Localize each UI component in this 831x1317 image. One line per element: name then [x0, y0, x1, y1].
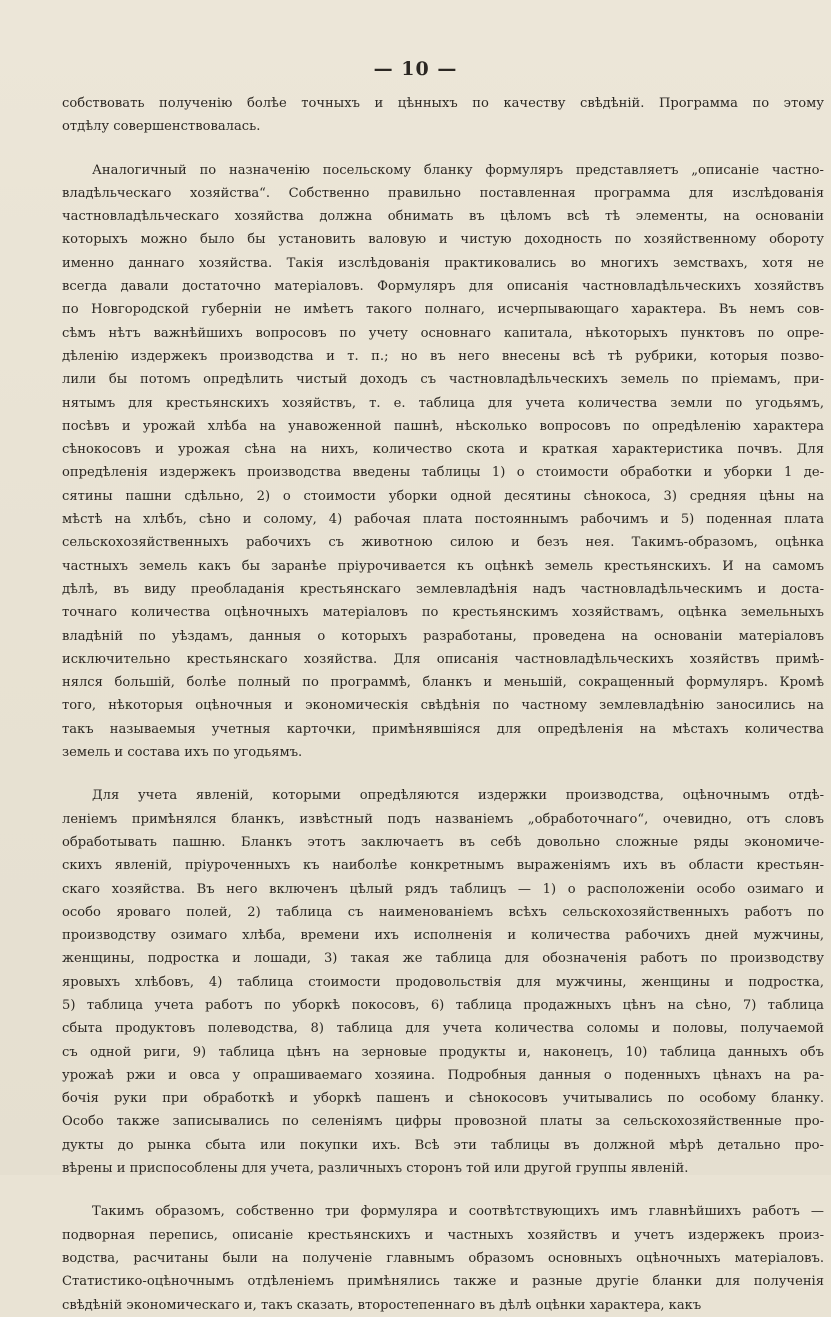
text-line: именно даннаго хозяйства. Такія изслѣдованія практиковались во многихъ земствахъ, хотя не	[62, 255, 824, 271]
paragraph-summary	[62, 1200, 824, 1316]
paragraph-production-costs	[62, 784, 824, 1180]
text-line: женщины, подростка и лошади, 3) такая же таблица для обозначенія работъ по производству	[62, 951, 824, 967]
text-line: дѣлѣ, въ виду преобладанія крестьянскаго землевладѣнія надъ частновладѣльческимъ и доста-	[62, 581, 824, 597]
text-line: частновладѣльческаго хозяйства должна обнимать въ цѣломъ всѣ тѣ элементы, на основаніи	[62, 209, 824, 225]
text-line: такъ называемыя учетныя карточки, примѣнявшіяся для опредѣленія на мѣстахъ количества	[62, 721, 824, 737]
text-line: вѣрены и приспособлены для учета, различныхъ сторонъ той или другой группы явленій.	[62, 1161, 689, 1177]
text-line: сѣнокосовъ и урожая сѣна на нихъ, количество скота и краткая характеристика почвъ. Для	[62, 442, 824, 458]
text-line: обработывать пашню. Бланкъ этотъ заключаетъ въ себѣ довольно сложные ряды экономиче-	[62, 834, 824, 850]
text-line: владѣній по уѣздамъ, данныя о которыхъ разработаны, проведена на основаніи матеріаловъ	[62, 628, 824, 644]
text-line: земель и состава ихъ по угодьямъ.	[62, 745, 303, 761]
text-line: особо яроваго полей, 2) таблица съ наименованіемъ всѣхъ сельскохозяйственныхъ работъ по	[62, 904, 824, 920]
text-line: которыхъ можно было бы установить валовую и чистую доходность по хозяйственному обороту	[62, 232, 824, 248]
text-line: Особо также записывались по селеніямъ цифры провозной платы за сельскохозяйственные про-	[62, 1114, 824, 1130]
paragraph-continuation	[62, 92, 824, 139]
paragraph-gap	[62, 1180, 824, 1200]
text-line: яровыхъ хлѣбовъ, 4) таблица стоимости продовольствія для мужчины, женщины и подростка,	[62, 974, 824, 990]
paragraph-gap	[62, 139, 824, 159]
text-line: сельскохозяйственныхъ рабочихъ съ животною силою и безъ нея. Такимъ-образомъ, оцѣнка	[62, 535, 824, 551]
text-line: производству озимаго хлѣба, времени ихъ исполненія и количества рабочихъ дней мужчины,	[62, 928, 824, 944]
text-line: собствовать полученію болѣе точныхъ и цѣнныхъ по качеству свѣдѣній. Программа по этому	[62, 96, 824, 111]
text-line: свѣдѣній экономическаго и, такъ сказать, второстепеннаго въ дѣлѣ оцѣнки характера, какъ	[62, 1297, 702, 1313]
text-line: сѣмъ нѣтъ важнѣйшихъ вопросовъ по учету основнаго капитала, нѣкоторыхъ пунктовъ по опре-	[62, 325, 824, 341]
text-line: Аналогичный по назначенію посельскому бланку формуляръ представляетъ „описаніе частно-	[92, 162, 824, 178]
text-line: бочія руки при обработкѣ и уборкѣ пашенъ и сѣнокосовъ учитывались по особому бланку.	[62, 1091, 824, 1107]
text-line: урожаѣ ржи и овса у опрашиваемаго хозяина. Подробныя данныя о поденныхъ цѣнахъ на ра-	[62, 1067, 824, 1083]
text-line: опредѣленія издержекъ производства введены таблицы 1) о стоимости обработки и уборки 1 де-	[62, 465, 824, 481]
body-text	[62, 92, 824, 1317]
text-line: Такимъ образомъ, собственно три формуляра и соотвѣтствующихъ имъ главнѣйшихъ работъ —	[92, 1204, 824, 1220]
text-line: 5) таблица учета работъ по уборкѣ покосовъ, 6) таблица продажныхъ цѣнъ на сѣно, 7) таблица	[62, 997, 824, 1013]
text-line: владѣльческаго хозяйства“. Собственно правильно поставленная программа для изслѣдованія	[62, 185, 824, 201]
text-line: Статистико-оцѣночнымъ отдѣленіемъ примѣнялись также и разные другіе бланки для полученія	[62, 1274, 824, 1290]
paragraph-gap	[62, 764, 824, 784]
text-line: по Новгородской губерніи не имѣетъ такого полнаго, исчерпывающаго характера. Въ немъ сов-	[62, 302, 824, 318]
text-line: подворная перепись, описаніе крестьянскихъ и частныхъ хозяйствъ и учетъ издержекъ произ-	[62, 1227, 824, 1243]
text-line: отдѣлу совершенствовалась.	[62, 119, 261, 135]
page-number: — 10 —	[373, 58, 458, 80]
text-line: того, нѣкоторыя оцѣночныя и экономическія свѣдѣнія по частному землевладѣнію заносились на	[62, 698, 824, 714]
text-line: леніемъ примѣнялся бланкъ, извѣстный подъ названіемъ „обработочнаго“, очевидно, отъ словъ	[62, 811, 824, 827]
text-line: точнаго количества оцѣночныхъ матеріаловъ по крестьянскимъ хозяйствамъ, оцѣнка земельныхъ	[62, 605, 824, 621]
paragraph-formular-description	[62, 159, 824, 765]
text-line: сбыта продуктовъ полеводства, 8) таблица для учета количества соломы и половы, получаемой	[62, 1021, 824, 1037]
text-line: нятымъ для крестьянскихъ хозяйствъ, т. е. таблица для учета количества земли по угодьямъ,	[62, 395, 824, 411]
text-line: частныхъ земель какъ бы заранѣе пріурочивается къ оцѣнкѣ земель крестьянскихъ. И на самомъ	[62, 558, 824, 574]
text-line: нялся большій, болѣе полный по программѣ, бланкъ и меньшій, сокращенный формуляръ. Кромѣ	[62, 675, 824, 691]
text-line: исключительно крестьянскаго хозяйства. Для описанія частновладѣльческихъ хозяйствъ примѣ-	[62, 651, 824, 667]
text-line: сятины пашни сдѣльно, 2) о стоимости уборки одной десятины сѣнокоса, 3) средняя цѣны на	[62, 488, 824, 504]
text-line: съ одной риги, 9) таблица цѣнъ на зерновые продукты и, наконецъ, 10) таблица данныхъ объ	[62, 1044, 824, 1060]
text-line: водства, расчитаны были на полученіе главнымъ образомъ основныхъ оцѣночныхъ матеріаловъ.	[62, 1250, 824, 1266]
text-line: дѣленію издержекъ производства и т. п.; но въ него внесены всѣ тѣ рубрики, которыя позво-	[62, 348, 824, 364]
text-line: скаго хозяйства. Въ него включенъ цѣлый рядъ таблицъ — 1) о расположеніи особо озимаго и	[62, 881, 824, 897]
text-line: лили бы потомъ опредѣлить чистый доходъ съ частновладѣльческихъ земель по пріемамъ, при-	[62, 372, 824, 388]
text-line: мѣстѣ на хлѣбъ, сѣно и солому, 4) рабочая плата постояннымъ рабочимъ и 5) поденная плата	[62, 512, 824, 528]
text-line: дукты до рынка сбыта или покупки ихъ. Всѣ эти таблицы въ должной мѣрѣ детально про-	[62, 1137, 824, 1153]
text-line: скихъ явленій, пріуроченныхъ къ наиболѣе конкретнымъ выраженіямъ ихъ въ области крестьян-	[62, 858, 824, 874]
text-line: Для учета явленій, которыми опредѣляются издержки производства, оцѣночнымъ отдѣ-	[92, 788, 824, 804]
text-line: всегда давали достаточно матеріаловъ. Формуляръ для описанія частновладѣльческихъ хозяйствъ	[62, 279, 824, 295]
text-line: посѣвъ и урожай хлѣба на унавоженной пашнѣ, нѣсколько вопросовъ по опредѣленію характера	[62, 418, 824, 434]
